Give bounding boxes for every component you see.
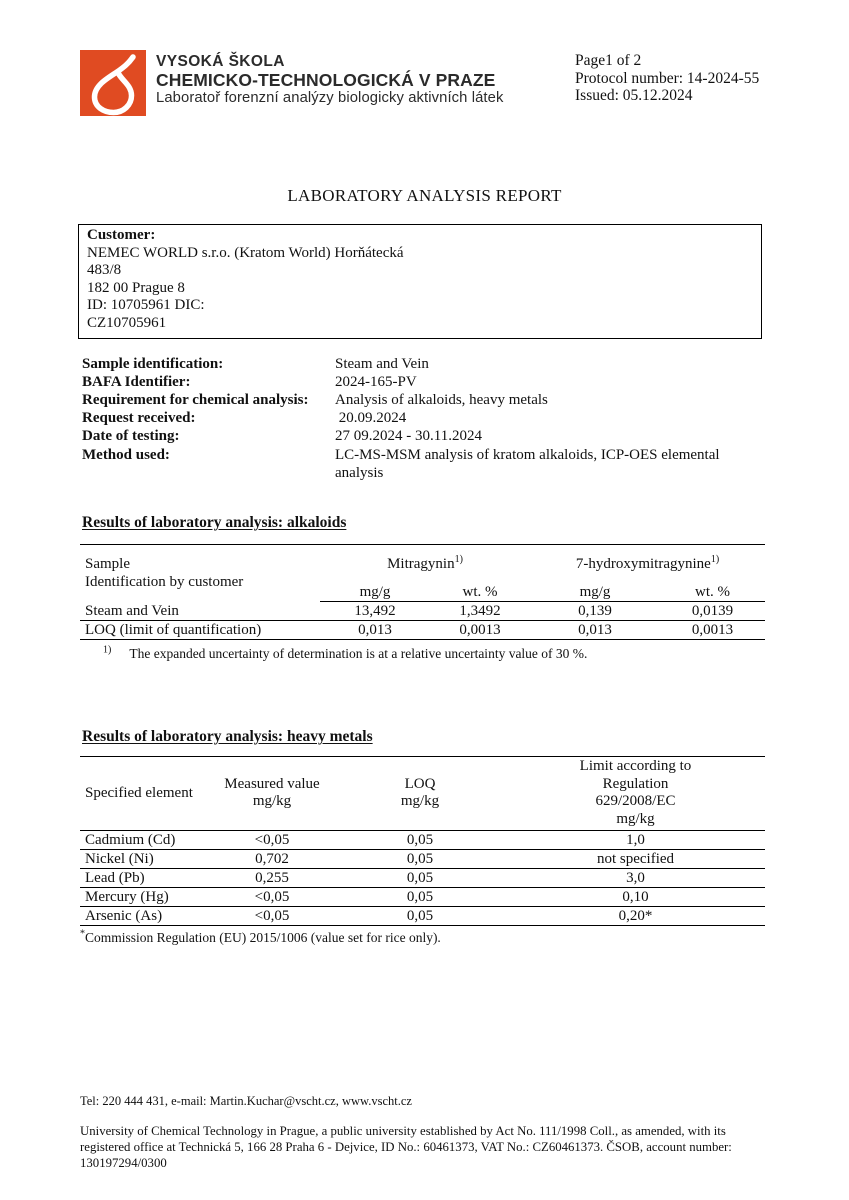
brand-line-2: CHEMICKO-TECHNOLOGICKÁ V PRAZE	[156, 70, 496, 90]
contact-line: Tel: 220 444 431, e-mail: Martin.Kuchar@vscht.cz, www.vscht.cz	[80, 1093, 412, 1108]
loq-cell: 0,05	[334, 849, 506, 868]
customer-vat: CZ10705961	[87, 314, 167, 331]
sample-info-value: Analysis of alkaloids, heavy metals	[335, 391, 548, 408]
customer-street-number: 483/8	[87, 262, 122, 279]
value-cell: 0,013	[530, 620, 660, 639]
sample-info-value: Steam and Vein	[335, 355, 429, 372]
sample-info-value: LC-MS-MSM analysis of kratom alkaloids, ICP-OES elemental analysis	[335, 446, 724, 481]
sample-info-label: Requirement for chemical analysis:	[82, 391, 309, 408]
brand-block	[80, 50, 503, 116]
page-number: Page1 of 2	[575, 52, 642, 69]
sample-info-label: Method used:	[82, 446, 170, 463]
customer-box	[78, 224, 762, 339]
element-cell: Lead (Pb)	[80, 868, 210, 887]
limit-cell: 0,10	[506, 887, 765, 906]
heavy-metal-row	[80, 887, 765, 906]
vscht-logo	[80, 50, 146, 116]
value-cell: 13,492	[354, 602, 396, 619]
vscht-drop-icon	[80, 50, 146, 116]
sample-info-label: Request received:	[82, 410, 196, 427]
customer-id: ID: 10705961 DIC:	[87, 297, 205, 314]
heavy-metals-header-row	[80, 756, 765, 830]
brand-text	[156, 50, 503, 116]
measured-cell: <0,05	[254, 831, 290, 848]
value-cell: 1,3492	[459, 602, 501, 619]
loq-cell: 0,05	[334, 887, 506, 906]
footnote-marker: *	[80, 928, 85, 940]
unit-mg-g: mg/g	[530, 582, 660, 601]
unit-wt-pct: wt. %	[660, 582, 765, 601]
protocol-number: Protocol number: 14-2024-55	[575, 69, 760, 87]
sample-info-label: Sample identification:	[82, 355, 224, 372]
sample-info-label: Date of testing:	[82, 428, 180, 445]
loq-header: LOQ mg/kg	[334, 756, 506, 830]
hydroxymitragynine-header: 7-hydroxymitragynine$^{1)}$	[575, 553, 720, 572]
value-cell: 0,0139	[691, 602, 734, 619]
loq-cell: 0,05	[334, 906, 506, 925]
customer-label: Customer:	[87, 227, 156, 243]
sample-info-row	[82, 355, 769, 373]
measured-cell: 0,255	[210, 868, 334, 887]
alkaloids-footnote	[103, 646, 849, 662]
footnote-text: Commission Regulation (EU) 2015/1006 (value set for rice only).	[85, 929, 441, 945]
value-cell: 0,139	[578, 602, 612, 619]
alkaloids-section-heading: Results of laboratory analysis: alkaloids	[82, 513, 347, 531]
sample-info-row	[82, 391, 769, 409]
heavy-metals-section-heading: Results of laboratory analysis: heavy metals	[82, 727, 373, 745]
sample-info-value: 27 09.2024 - 30.11.2024	[335, 428, 482, 445]
footnote-marker: 1)	[103, 644, 112, 656]
mitragynine-header: Mitragynin$^{1)}$	[387, 553, 463, 572]
sample-id-header: Sample Identification by customer	[85, 556, 244, 591]
element-cell: Nickel (Ni)	[80, 849, 210, 868]
measured-cell: 0,702	[210, 849, 334, 868]
measured-value-header: Measured value mg/kg	[210, 756, 334, 830]
sample-name-cell: Steam and Vein	[85, 602, 179, 619]
element-cell: Cadmium (Cd)	[85, 831, 176, 848]
sample-info-row	[82, 373, 769, 391]
value-cell: 0,0013	[660, 620, 765, 639]
loq-cell: 0,05	[406, 831, 434, 848]
element-cell: Arsenic (As)	[80, 906, 210, 925]
sample-name-cell: LOQ (limit of quantification)	[80, 620, 320, 639]
measured-cell: <0,05	[210, 887, 334, 906]
sample-info-value: 20.09.2024	[335, 410, 407, 427]
issue-date: Issued: 05.12.2024	[575, 87, 693, 104]
limit-cell: 0,20*	[506, 906, 765, 925]
sample-info	[82, 355, 769, 482]
unit-mg-g: mg/g	[320, 582, 430, 601]
heavy-metal-row	[80, 906, 765, 925]
customer-name: NEMEC WORLD s.r.o. (Kratom World) Horňátecká	[87, 244, 404, 261]
alkaloids-loq-row	[80, 620, 765, 639]
sample-info-row	[82, 427, 769, 445]
element-header: Specified element	[80, 756, 210, 830]
value-cell: 0,0013	[430, 620, 530, 639]
limit-header: Limit according to Regulation 629/2008/EC mg/kg	[506, 756, 765, 830]
sample-info-value: 2024-165-PV	[335, 373, 417, 390]
sample-info-row	[82, 409, 769, 427]
limit-cell: not specified	[506, 849, 765, 868]
sample-info-label: BAFA Identifier:	[82, 373, 191, 390]
element-cell: Mercury (Hg)	[80, 887, 210, 906]
page-info-block	[575, 50, 765, 116]
sample-info-row	[82, 446, 769, 482]
customer-city: 182 00 Prague 8	[87, 279, 185, 296]
heavy-metal-row	[80, 830, 765, 849]
heavy-metal-row	[80, 868, 765, 887]
limit-cell: 3,0	[506, 868, 765, 887]
loq-cell: 0,05	[334, 868, 506, 887]
limit-cell: 1,0	[626, 831, 645, 848]
unit-wt-pct: wt. %	[430, 582, 530, 601]
report-header	[80, 50, 765, 116]
heavy-metals-table	[80, 756, 765, 926]
report-title: LABORATORY ANALYSIS REPORT	[287, 186, 562, 205]
alkaloids-header-row	[80, 544, 765, 582]
alkaloids-table	[80, 544, 765, 640]
value-cell: 0,013	[320, 620, 430, 639]
footnote-text: The expanded uncertainty of determination is at a relative uncertainty value of 30 %.	[129, 645, 588, 661]
brand-line-3: Laboratoř forenzní analýzy biologicky aktivních látek	[156, 90, 504, 106]
legal-line: University of Chemical Technology in Prague, a public university established by Act No. 111/1998 Coll., as amended, with its registered office at Technická 5, 166 28 Praha 6 - Dejvice, ID No.: 60461373, VAT No.: CZ60461373. ČSOB, account number: 130197294/0300	[80, 1123, 732, 1170]
alkaloids-data-row	[80, 601, 765, 620]
measured-cell: <0,05	[210, 906, 334, 925]
brand-line-1: VYSOKÁ ŠKOLA	[156, 53, 285, 70]
heavy-metals-footnote	[80, 930, 849, 946]
heavy-metal-row	[80, 849, 765, 868]
